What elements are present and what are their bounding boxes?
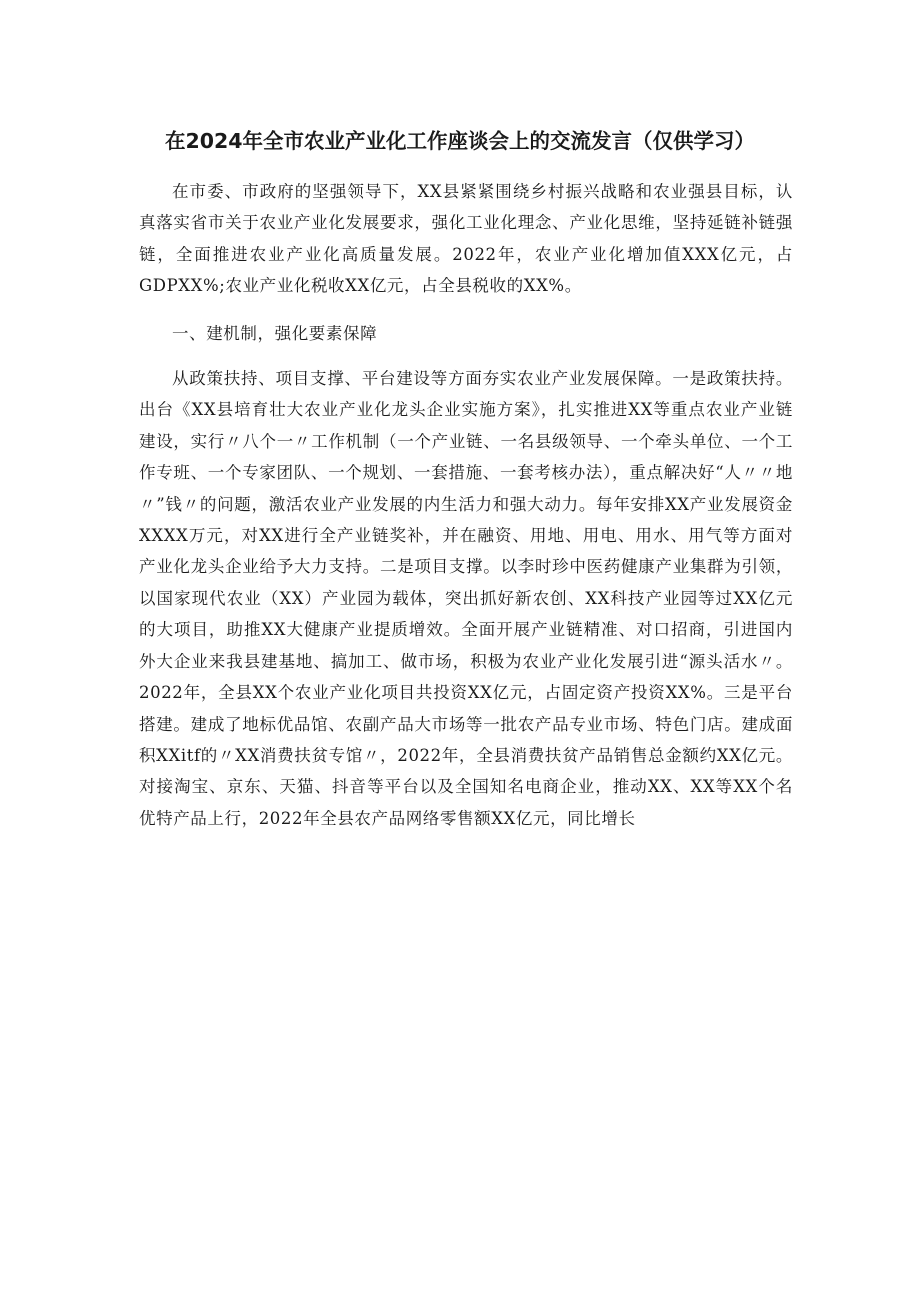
section-body-paragraph: 从政策扶持、项目支撑、平台建设等方面夯实农业产业发展保障。一是政策扶持。出台《XX县培育壮大农业产业化龙头企业实施方案》，扎实推进XX等重点农业产业链建设，实行〃八个一〃工作机制（一个产业链、一名县级领导、一个牵头单位、一个工作专班、一个专家团队、一个规划、一套措施、一套考核办法），重点解决好“人〃〃地〃”钱〃的问题，激活农业产业发展的内生活力和强大动力。每年安排XX产业发展资金XXXX万元，对XX进行全产业链奖补，并在融资、用地、用电、用水、用气等方面对产业化龙头企业给予大力支持。二是项目支撑。以李时珍中医药健康产业集群为引领，以国家现代农业（XX）产业园为载体，突出抓好新农创、XX科技产业园等过XX亿元的大项目，助推XX大健康产业提质增效。全面开展产业链精准、对口招商，引进国内外大企业来我县建基地、搞加工、做市场，积极为农业产业化发展引进“源头活水〃。2022年，全县XX个农业产业化项目共投资XX亿元，占固定资产投资XX%。三是平台搭建。建成了地标优品馆、农副产品大市场等一批农产品专业市场、特色门店。建成面积XXitf的〃XX消费扶贫专馆〃，2022年，全县消费扶贫产品销售总金额约XX亿元。对接淘宝、京东、天猫、抖音等平台以及全国知名电商企业，推动XX、XX等XX个名优特产品上行，2022年全县农产品网络零售额XX亿元，同比增长 [139,369,793,828]
section-heading: 一、建机制，强化要素保障 [172,323,378,343]
paragraph-spacer [139,302,793,318]
document-title: 在2024年全市农业产业化工作座谈会上的交流发言（仅供学习） [164,129,756,153]
intro-paragraph: 在市委、市政府的坚强领导下，XX县紧紧围绕乡村振兴战略和农业强县目标，认真落实省市关于农业产业化发展要求，强化工业化理念、产业化思维，坚持延链补链强链，全面推进农业产业化高质量发展。2022年，农业产业化增加值XXX亿元，占GDPXX%;农业产业化税收XX亿元，占全县税收的XX%。 [139,182,793,296]
paragraph-spacer [139,349,793,363]
document-body [139,176,793,834]
